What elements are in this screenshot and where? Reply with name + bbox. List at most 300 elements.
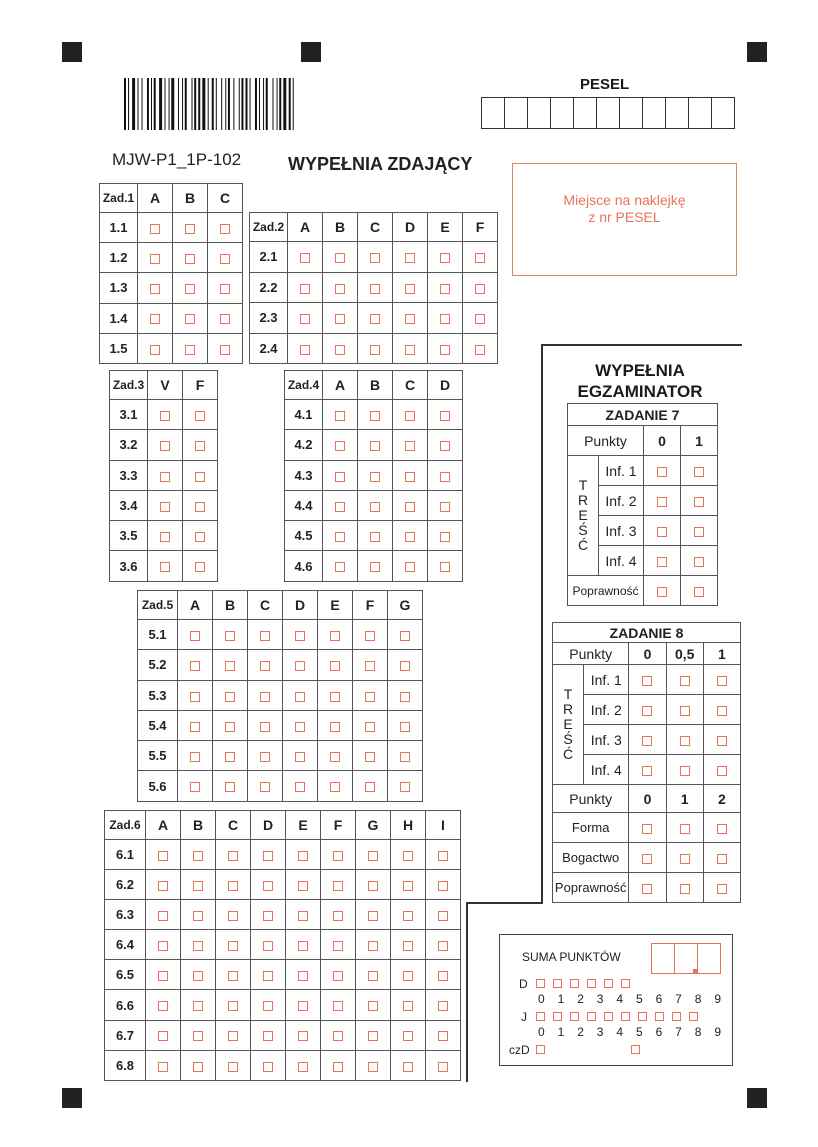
answer-checkbox[interactable] (195, 441, 205, 451)
answer-checkbox[interactable] (228, 1031, 238, 1041)
answer-cell[interactable] (353, 620, 388, 650)
answer-checkbox[interactable] (158, 971, 168, 981)
answer-checkbox[interactable] (370, 411, 380, 421)
answer-cell[interactable] (288, 272, 323, 303)
answer-cell[interactable] (318, 771, 353, 801)
answer-checkbox[interactable] (220, 284, 230, 294)
answer-cell[interactable] (321, 930, 356, 960)
answer-cell[interactable] (353, 741, 388, 771)
answer-cell[interactable] (393, 490, 428, 520)
score-checkbox[interactable] (717, 676, 727, 686)
answer-cell[interactable] (213, 620, 248, 650)
pesel-digit-box[interactable] (643, 98, 666, 128)
answer-checkbox[interactable] (400, 661, 410, 671)
answer-checkbox[interactable] (333, 1001, 343, 1011)
score-cell[interactable] (629, 873, 666, 903)
answer-cell[interactable] (248, 680, 283, 710)
answer-cell[interactable] (321, 1050, 356, 1080)
answer-cell[interactable] (323, 521, 358, 551)
answer-checkbox[interactable] (438, 1031, 448, 1041)
answer-cell[interactable] (148, 551, 183, 581)
answer-cell[interactable] (393, 400, 428, 430)
answer-checkbox[interactable] (335, 284, 345, 294)
answer-checkbox[interactable] (440, 284, 450, 294)
answer-cell[interactable] (463, 303, 498, 334)
answer-cell[interactable] (358, 551, 393, 581)
answer-cell[interactable] (286, 1050, 321, 1080)
answer-cell[interactable] (251, 930, 286, 960)
answer-cell[interactable] (286, 840, 321, 870)
answer-checkbox[interactable] (193, 881, 203, 891)
answer-checkbox[interactable] (295, 782, 305, 792)
answer-cell[interactable] (248, 620, 283, 650)
answer-cell[interactable] (181, 990, 216, 1020)
answer-cell[interactable] (323, 430, 358, 460)
score-cell[interactable] (644, 486, 681, 516)
score-cell[interactable] (629, 813, 666, 843)
answer-checkbox[interactable] (263, 1062, 273, 1072)
answer-cell[interactable] (148, 490, 183, 520)
score-checkbox[interactable] (642, 854, 652, 864)
answer-checkbox[interactable] (298, 1062, 308, 1072)
answer-checkbox[interactable] (475, 253, 485, 263)
answer-checkbox[interactable] (295, 661, 305, 671)
answer-cell[interactable] (358, 400, 393, 430)
score-cell[interactable] (666, 873, 703, 903)
answer-cell[interactable] (208, 273, 243, 303)
answer-checkbox[interactable] (440, 532, 450, 542)
answer-checkbox[interactable] (438, 941, 448, 951)
answer-checkbox[interactable] (403, 881, 413, 891)
answer-checkbox[interactable] (298, 1031, 308, 1041)
score-checkbox[interactable] (642, 676, 652, 686)
answer-cell[interactable] (181, 1050, 216, 1080)
answer-cell[interactable] (388, 741, 423, 771)
answer-cell[interactable] (146, 990, 181, 1020)
answer-checkbox[interactable] (440, 441, 450, 451)
answer-cell[interactable] (358, 521, 393, 551)
pesel-digit-box[interactable] (597, 98, 620, 128)
score-cell[interactable] (703, 843, 740, 873)
answer-cell[interactable] (183, 400, 218, 430)
score-cell[interactable] (681, 456, 718, 486)
answer-checkbox[interactable] (260, 692, 270, 702)
answer-checkbox[interactable] (368, 1001, 378, 1011)
answer-checkbox[interactable] (185, 284, 195, 294)
answer-cell[interactable] (283, 710, 318, 740)
answer-checkbox[interactable] (405, 253, 415, 263)
digit-checkbox[interactable] (604, 1012, 613, 1021)
answer-cell[interactable] (426, 1020, 461, 1050)
answer-checkbox[interactable] (158, 911, 168, 921)
answer-checkbox[interactable] (195, 411, 205, 421)
answer-checkbox[interactable] (295, 631, 305, 641)
answer-cell[interactable] (138, 333, 173, 363)
answer-cell[interactable] (138, 243, 173, 273)
answer-checkbox[interactable] (333, 1031, 343, 1041)
answer-cell[interactable] (248, 741, 283, 771)
answer-cell[interactable] (428, 272, 463, 303)
answer-cell[interactable] (391, 990, 426, 1020)
answer-checkbox[interactable] (403, 941, 413, 951)
answer-cell[interactable] (216, 900, 251, 930)
answer-checkbox[interactable] (403, 1001, 413, 1011)
answer-cell[interactable] (358, 272, 393, 303)
score-cell[interactable] (644, 516, 681, 546)
answer-cell[interactable] (146, 930, 181, 960)
answer-checkbox[interactable] (195, 532, 205, 542)
answer-cell[interactable] (181, 1020, 216, 1050)
answer-checkbox[interactable] (405, 472, 415, 482)
task7-poprawnosc-1-checkbox[interactable] (681, 576, 718, 606)
digit-checkbox[interactable] (587, 979, 596, 988)
answer-cell[interactable] (391, 870, 426, 900)
answer-checkbox[interactable] (368, 971, 378, 981)
answer-cell[interactable] (321, 870, 356, 900)
answer-checkbox[interactable] (438, 911, 448, 921)
answer-cell[interactable] (286, 870, 321, 900)
answer-cell[interactable] (146, 870, 181, 900)
answer-checkbox[interactable] (368, 1062, 378, 1072)
answer-checkbox[interactable] (260, 661, 270, 671)
answer-cell[interactable] (283, 650, 318, 680)
score-checkbox[interactable] (680, 884, 690, 894)
answer-checkbox[interactable] (440, 314, 450, 324)
score-cell[interactable] (629, 725, 666, 755)
score-checkbox[interactable] (717, 884, 727, 894)
answer-checkbox[interactable] (440, 253, 450, 263)
answer-checkbox[interactable] (298, 1001, 308, 1011)
score-cell[interactable] (703, 725, 740, 755)
answer-checkbox[interactable] (158, 851, 168, 861)
answer-cell[interactable] (286, 960, 321, 990)
answer-checkbox[interactable] (475, 314, 485, 324)
answer-checkbox[interactable] (405, 532, 415, 542)
score-checkbox[interactable] (680, 824, 690, 834)
answer-cell[interactable] (216, 1020, 251, 1050)
answer-checkbox[interactable] (440, 411, 450, 421)
score-checkbox[interactable] (642, 766, 652, 776)
answer-cell[interactable] (358, 490, 393, 520)
answer-cell[interactable] (463, 242, 498, 273)
answer-cell[interactable] (248, 771, 283, 801)
answer-cell[interactable] (358, 430, 393, 460)
answer-checkbox[interactable] (403, 1062, 413, 1072)
answer-cell[interactable] (356, 1050, 391, 1080)
score-cell[interactable] (681, 516, 718, 546)
answer-checkbox[interactable] (160, 532, 170, 542)
answer-cell[interactable] (283, 620, 318, 650)
checkbox[interactable] (694, 587, 704, 597)
answer-cell[interactable] (146, 1050, 181, 1080)
answer-checkbox[interactable] (160, 502, 170, 512)
digit-checkbox[interactable] (638, 1012, 647, 1021)
answer-cell[interactable] (323, 400, 358, 430)
answer-cell[interactable] (388, 710, 423, 740)
answer-checkbox[interactable] (193, 1001, 203, 1011)
answer-cell[interactable] (356, 960, 391, 990)
answer-checkbox[interactable] (228, 1062, 238, 1072)
answer-checkbox[interactable] (300, 314, 310, 324)
answer-checkbox[interactable] (400, 782, 410, 792)
answer-cell[interactable] (321, 1020, 356, 1050)
answer-cell[interactable] (248, 650, 283, 680)
answer-cell[interactable] (428, 430, 463, 460)
answer-cell[interactable] (391, 930, 426, 960)
answer-checkbox[interactable] (405, 562, 415, 572)
digit-checkbox[interactable] (536, 979, 545, 988)
answer-checkbox[interactable] (193, 851, 203, 861)
answer-checkbox[interactable] (368, 881, 378, 891)
score-cell[interactable] (644, 546, 681, 576)
answer-checkbox[interactable] (225, 661, 235, 671)
answer-checkbox[interactable] (150, 284, 160, 294)
score-checkbox[interactable] (694, 527, 704, 537)
score-cell[interactable] (629, 665, 666, 695)
answer-checkbox[interactable] (185, 254, 195, 264)
answer-checkbox[interactable] (400, 631, 410, 641)
answer-checkbox[interactable] (160, 562, 170, 572)
answer-cell[interactable] (388, 620, 423, 650)
pesel-digit-box[interactable] (689, 98, 712, 128)
answer-cell[interactable] (178, 741, 213, 771)
answer-checkbox[interactable] (365, 752, 375, 762)
score-cell[interactable] (644, 456, 681, 486)
pesel-input-boxes[interactable] (481, 97, 735, 129)
answer-checkbox[interactable] (298, 851, 308, 861)
answer-cell[interactable] (208, 333, 243, 363)
score-cell[interactable] (703, 755, 740, 785)
answer-checkbox[interactable] (405, 441, 415, 451)
answer-cell[interactable] (288, 242, 323, 273)
answer-checkbox[interactable] (335, 345, 345, 355)
answer-checkbox[interactable] (475, 284, 485, 294)
answer-checkbox[interactable] (403, 911, 413, 921)
answer-cell[interactable] (358, 303, 393, 334)
answer-checkbox[interactable] (440, 502, 450, 512)
answer-cell[interactable] (146, 900, 181, 930)
answer-checkbox[interactable] (368, 851, 378, 861)
digit-checkbox[interactable] (621, 1012, 630, 1021)
answer-checkbox[interactable] (225, 782, 235, 792)
answer-cell[interactable] (251, 870, 286, 900)
score-cell[interactable] (629, 843, 666, 873)
answer-checkbox[interactable] (295, 692, 305, 702)
score-checkbox[interactable] (657, 497, 667, 507)
answer-cell[interactable] (426, 990, 461, 1020)
answer-checkbox[interactable] (260, 782, 270, 792)
answer-cell[interactable] (318, 650, 353, 680)
score-checkbox[interactable] (657, 557, 667, 567)
score-checkbox[interactable] (717, 706, 727, 716)
score-checkbox[interactable] (717, 766, 727, 776)
answer-checkbox[interactable] (295, 752, 305, 762)
answer-cell[interactable] (393, 242, 428, 273)
answer-cell[interactable] (356, 900, 391, 930)
score-checkbox[interactable] (680, 736, 690, 746)
answer-checkbox[interactable] (300, 253, 310, 263)
answer-checkbox[interactable] (330, 722, 340, 732)
answer-checkbox[interactable] (438, 881, 448, 891)
answer-checkbox[interactable] (370, 314, 380, 324)
answer-cell[interactable] (388, 680, 423, 710)
checkbox[interactable] (657, 587, 667, 597)
answer-checkbox[interactable] (263, 971, 273, 981)
answer-checkbox[interactable] (160, 441, 170, 451)
answer-cell[interactable] (393, 272, 428, 303)
answer-checkbox[interactable] (405, 345, 415, 355)
answer-checkbox[interactable] (405, 314, 415, 324)
answer-cell[interactable] (323, 460, 358, 490)
answer-cell[interactable] (321, 990, 356, 1020)
answer-checkbox[interactable] (220, 314, 230, 324)
answer-cell[interactable] (181, 840, 216, 870)
answer-cell[interactable] (178, 650, 213, 680)
answer-checkbox[interactable] (260, 631, 270, 641)
answer-checkbox[interactable] (190, 752, 200, 762)
score-checkbox[interactable] (680, 676, 690, 686)
answer-cell[interactable] (388, 771, 423, 801)
answer-cell[interactable] (393, 460, 428, 490)
answer-checkbox[interactable] (330, 782, 340, 792)
answer-checkbox[interactable] (333, 851, 343, 861)
answer-cell[interactable] (178, 710, 213, 740)
pesel-digit-box[interactable] (505, 98, 528, 128)
answer-checkbox[interactable] (158, 1031, 168, 1041)
answer-cell[interactable] (138, 273, 173, 303)
answer-checkbox[interactable] (405, 284, 415, 294)
answer-cell[interactable] (428, 242, 463, 273)
answer-cell[interactable] (323, 242, 358, 273)
answer-cell[interactable] (283, 680, 318, 710)
answer-checkbox[interactable] (335, 532, 345, 542)
answer-cell[interactable] (356, 840, 391, 870)
answer-cell[interactable] (353, 650, 388, 680)
answer-cell[interactable] (213, 710, 248, 740)
score-cell[interactable] (666, 725, 703, 755)
score-cell[interactable] (666, 813, 703, 843)
digit-checkbox[interactable] (689, 1012, 698, 1021)
answer-checkbox[interactable] (365, 661, 375, 671)
answer-cell[interactable] (428, 460, 463, 490)
answer-cell[interactable] (173, 273, 208, 303)
answer-cell[interactable] (183, 430, 218, 460)
answer-cell[interactable] (286, 900, 321, 930)
answer-cell[interactable] (251, 900, 286, 930)
score-checkbox[interactable] (642, 736, 652, 746)
answer-cell[interactable] (148, 430, 183, 460)
answer-cell[interactable] (178, 771, 213, 801)
answer-checkbox[interactable] (438, 1001, 448, 1011)
answer-cell[interactable] (251, 840, 286, 870)
answer-cell[interactable] (428, 400, 463, 430)
answer-checkbox[interactable] (190, 722, 200, 732)
answer-cell[interactable] (181, 930, 216, 960)
answer-cell[interactable] (146, 1020, 181, 1050)
pesel-digit-box[interactable] (620, 98, 643, 128)
answer-checkbox[interactable] (330, 752, 340, 762)
answer-cell[interactable] (428, 521, 463, 551)
score-cell[interactable] (629, 755, 666, 785)
answer-cell[interactable] (146, 840, 181, 870)
answer-cell[interactable] (358, 333, 393, 364)
answer-cell[interactable] (426, 930, 461, 960)
answer-checkbox[interactable] (370, 562, 380, 572)
answer-checkbox[interactable] (195, 502, 205, 512)
answer-checkbox[interactable] (185, 345, 195, 355)
score-cell[interactable] (703, 695, 740, 725)
answer-cell[interactable] (356, 990, 391, 1020)
answer-checkbox[interactable] (438, 1062, 448, 1072)
answer-checkbox[interactable] (193, 1062, 203, 1072)
answer-cell[interactable] (251, 960, 286, 990)
answer-checkbox[interactable] (228, 911, 238, 921)
czd-checkbox-2[interactable] (631, 1045, 640, 1054)
answer-cell[interactable] (148, 521, 183, 551)
answer-cell[interactable] (216, 840, 251, 870)
answer-cell[interactable] (216, 930, 251, 960)
answer-checkbox[interactable] (220, 345, 230, 355)
answer-checkbox[interactable] (263, 1031, 273, 1041)
answer-checkbox[interactable] (150, 314, 160, 324)
answer-cell[interactable] (148, 400, 183, 430)
answer-checkbox[interactable] (298, 881, 308, 891)
score-checkbox[interactable] (657, 527, 667, 537)
answer-checkbox[interactable] (220, 224, 230, 234)
answer-checkbox[interactable] (190, 692, 200, 702)
answer-checkbox[interactable] (298, 941, 308, 951)
answer-checkbox[interactable] (403, 1031, 413, 1041)
points-sum-digit-boxes[interactable] (651, 943, 721, 974)
answer-cell[interactable] (251, 1050, 286, 1080)
answer-cell[interactable] (321, 960, 356, 990)
score-cell[interactable] (703, 873, 740, 903)
answer-checkbox[interactable] (438, 971, 448, 981)
answer-cell[interactable] (318, 710, 353, 740)
answer-cell[interactable] (181, 870, 216, 900)
answer-checkbox[interactable] (440, 472, 450, 482)
answer-cell[interactable] (428, 490, 463, 520)
answer-cell[interactable] (208, 303, 243, 333)
answer-cell[interactable] (393, 521, 428, 551)
answer-cell[interactable] (393, 303, 428, 334)
pesel-digit-box[interactable] (528, 98, 551, 128)
answer-checkbox[interactable] (158, 941, 168, 951)
answer-cell[interactable] (323, 333, 358, 364)
answer-cell[interactable] (463, 272, 498, 303)
score-checkbox[interactable] (680, 854, 690, 864)
answer-checkbox[interactable] (260, 752, 270, 762)
answer-checkbox[interactable] (365, 631, 375, 641)
answer-checkbox[interactable] (185, 314, 195, 324)
answer-cell[interactable] (216, 1050, 251, 1080)
answer-checkbox[interactable] (440, 345, 450, 355)
pesel-digit-box[interactable] (574, 98, 597, 128)
answer-cell[interactable] (426, 870, 461, 900)
answer-cell[interactable] (213, 741, 248, 771)
answer-checkbox[interactable] (158, 1062, 168, 1072)
answer-cell[interactable] (181, 960, 216, 990)
answer-cell[interactable] (356, 1020, 391, 1050)
answer-checkbox[interactable] (263, 851, 273, 861)
answer-cell[interactable] (183, 490, 218, 520)
score-checkbox[interactable] (694, 467, 704, 477)
answer-cell[interactable] (321, 900, 356, 930)
answer-checkbox[interactable] (333, 1062, 343, 1072)
answer-checkbox[interactable] (225, 722, 235, 732)
score-checkbox[interactable] (642, 884, 652, 894)
answer-checkbox[interactable] (475, 345, 485, 355)
